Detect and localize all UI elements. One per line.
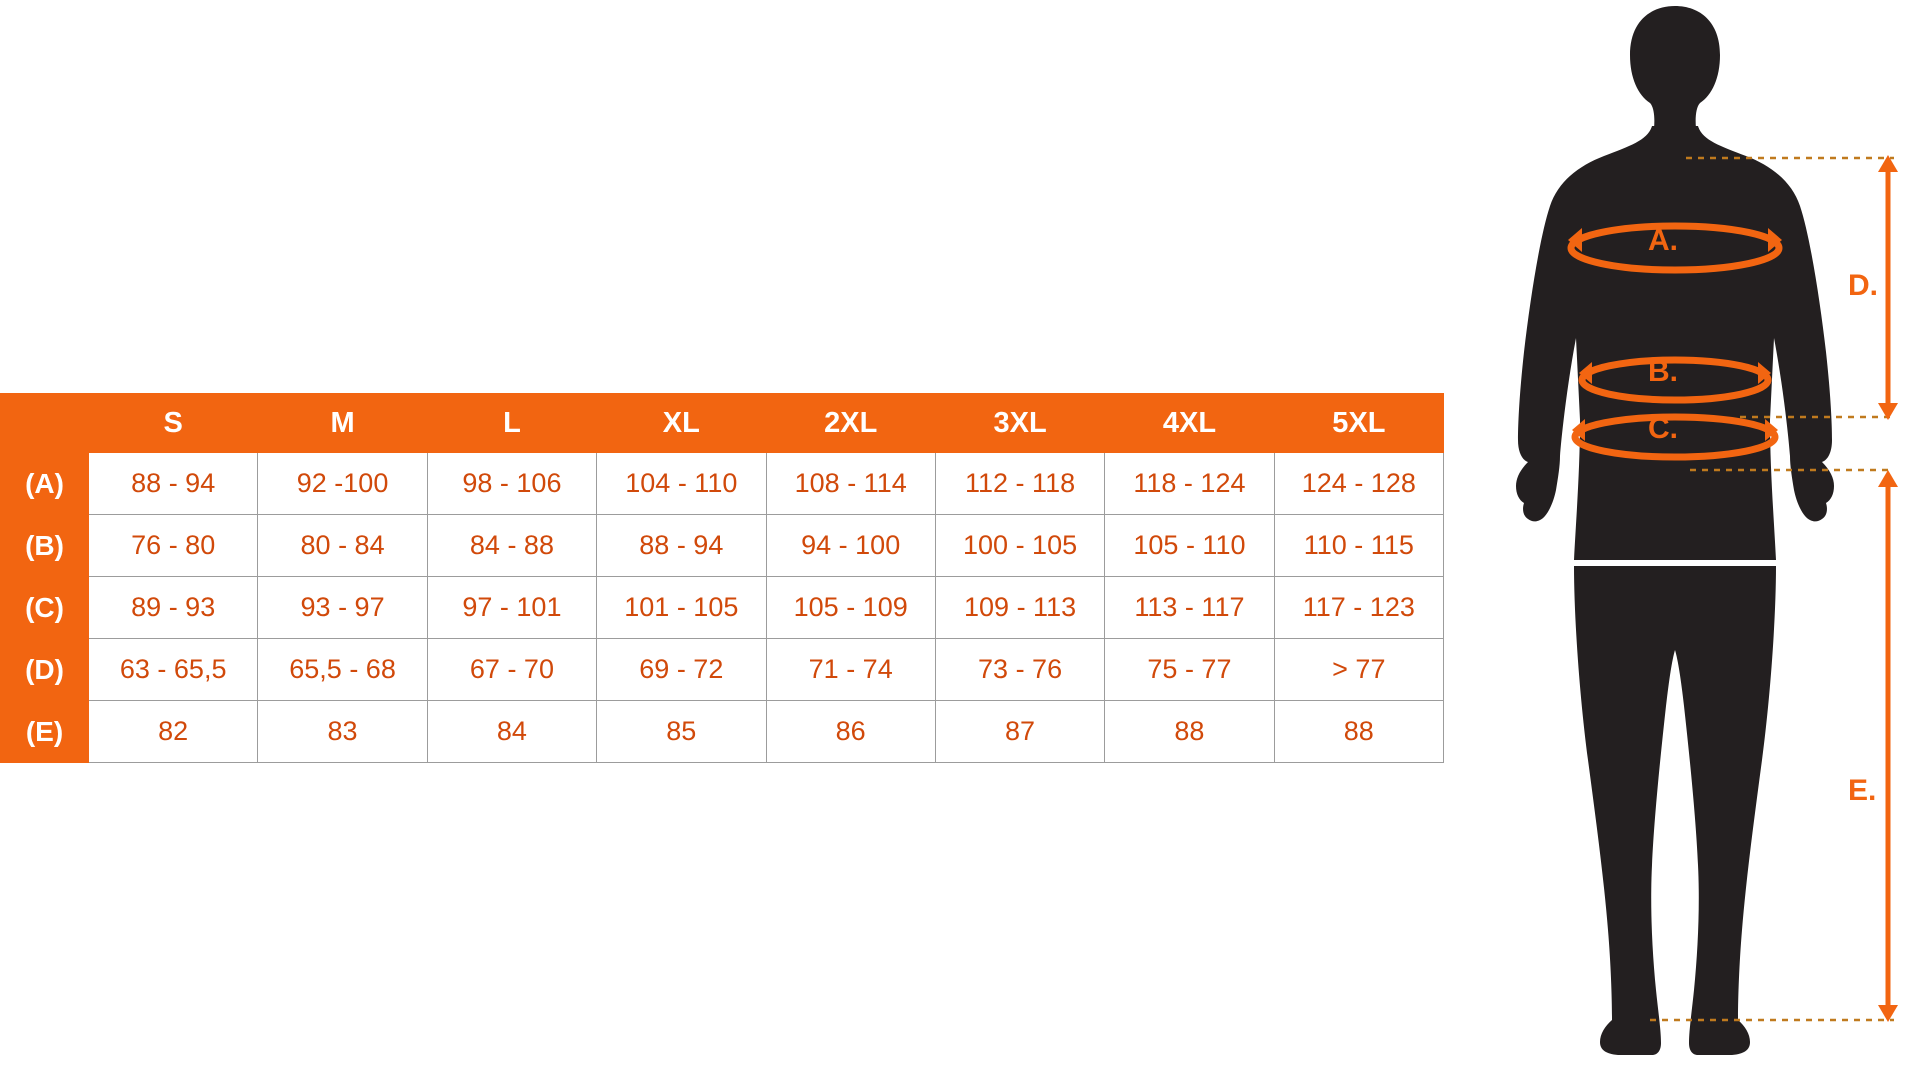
table-cell: 73 - 76: [935, 639, 1104, 701]
table-row: [1, 639, 1444, 701]
column-header-4xl: 4XL: [1105, 394, 1274, 453]
table-cell: 97 - 101: [427, 577, 596, 639]
table-cell: 92 -100: [258, 453, 427, 515]
label-a: A.: [1648, 224, 1678, 257]
table-corner-cell: [1, 394, 89, 453]
table-cell: 94 - 100: [766, 515, 935, 577]
size-chart-table-container: [0, 393, 1444, 763]
column-header-2xl: 2XL: [766, 394, 935, 453]
table-cell: 105 - 109: [766, 577, 935, 639]
table-cell: 84 - 88: [427, 515, 596, 577]
table-cell: 98 - 106: [427, 453, 596, 515]
column-header-m: M: [258, 394, 427, 453]
size-chart-table: [0, 393, 1444, 763]
table-cell: 117 - 123: [1274, 577, 1443, 639]
table-cell: 69 - 72: [597, 639, 766, 701]
table-cell: 84: [427, 701, 596, 763]
table-cell: 63 - 65,5: [89, 639, 258, 701]
row-label-a: (A): [1, 453, 89, 515]
table-row: [1, 515, 1444, 577]
row-label-b: (B): [1, 515, 89, 577]
table-cell: 65,5 - 68: [258, 639, 427, 701]
table-cell: 113 - 117: [1105, 577, 1274, 639]
row-label-d: (D): [1, 639, 89, 701]
column-header-l: L: [427, 394, 596, 453]
table-cell: 86: [766, 701, 935, 763]
row-label-e: (E): [1, 701, 89, 763]
back-length-arrow: [1878, 155, 1898, 420]
table-cell: 82: [89, 701, 258, 763]
table-cell: 93 - 97: [258, 577, 427, 639]
table-cell: 118 - 124: [1105, 453, 1274, 515]
table-cell: 76 - 80: [89, 515, 258, 577]
table-cell: 104 - 110: [597, 453, 766, 515]
table-cell: 112 - 118: [935, 453, 1104, 515]
table-cell: 67 - 70: [427, 639, 596, 701]
male-silhouette-icon: [1516, 6, 1834, 1055]
inseam-arrow: [1878, 470, 1898, 1022]
label-d: D.: [1848, 269, 1878, 302]
table-row: [1, 701, 1444, 763]
table-cell: 85: [597, 701, 766, 763]
table-cell: 88 - 94: [89, 453, 258, 515]
measurement-figure-diagram: [1500, 0, 1920, 1090]
table-cell: 109 - 113: [935, 577, 1104, 639]
row-label-c: (C): [1, 577, 89, 639]
table-cell: 75 - 77: [1105, 639, 1274, 701]
table-cell: 88 - 94: [597, 515, 766, 577]
table-cell: > 77: [1274, 639, 1443, 701]
table-header-row: [1, 394, 1444, 453]
table-cell: 83: [258, 701, 427, 763]
table-row: [1, 577, 1444, 639]
table-row: [1, 453, 1444, 515]
label-e: E.: [1848, 774, 1877, 807]
table-cell: 105 - 110: [1105, 515, 1274, 577]
table-cell: 80 - 84: [258, 515, 427, 577]
column-header-3xl: 3XL: [935, 394, 1104, 453]
column-header-xl: XL: [597, 394, 766, 453]
table-header: [1, 394, 1444, 453]
table-cell: 101 - 105: [597, 577, 766, 639]
table-body: [1, 453, 1444, 763]
column-header-5xl: 5XL: [1274, 394, 1443, 453]
column-header-s: S: [89, 394, 258, 453]
table-cell: 88: [1274, 701, 1443, 763]
table-cell: 71 - 74: [766, 639, 935, 701]
label-b: B.: [1648, 355, 1678, 388]
table-cell: 124 - 128: [1274, 453, 1443, 515]
table-cell: 87: [935, 701, 1104, 763]
table-cell: 89 - 93: [89, 577, 258, 639]
label-c: C.: [1648, 412, 1678, 445]
table-cell: 100 - 105: [935, 515, 1104, 577]
table-cell: 108 - 114: [766, 453, 935, 515]
table-cell: 110 - 115: [1274, 515, 1443, 577]
table-cell: 88: [1105, 701, 1274, 763]
